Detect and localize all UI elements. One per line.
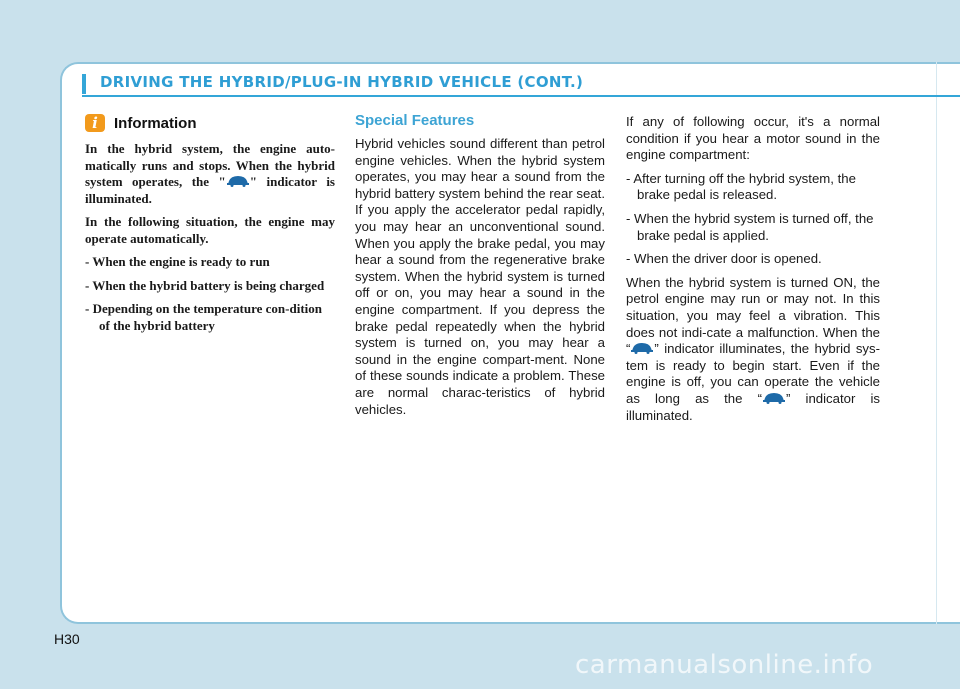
information-title: Information [114,114,197,132]
information-paragraph-2: In the following situation, the engine may operate automatically. [85,214,335,246]
page-number: H30 [54,631,80,647]
special-features-column [355,114,605,425]
header-accent-bar [82,74,86,94]
information-list-item: - When the hybrid battery is being charged [85,277,325,293]
watermark: carmanualsonline.info [575,650,874,680]
car-ready-icon [630,342,654,354]
motor-sound-list-item: - After turning off the hybrid system, the brake pedal is released. [626,170,856,203]
page-edge-rule [936,62,937,624]
information-text-a: In the hybrid system, the engine auto-matically runs and stops. When the hybrid system operates, the " [85,141,335,189]
hybrid-on-text-b: ” indicator illuminates, the hybrid sys-tem is ready to begin start. Even if the engine is off, you can operate the vehicle as long as the “ [626,341,880,406]
hybrid-on-paragraph [626,275,880,424]
information-text-b: " indicator is illuminated. [85,174,335,206]
motor-sound-list-item: - When the driver door is opened. [626,251,822,267]
motor-sound-column [626,114,880,431]
information-paragraph-1 [85,141,335,207]
special-features-title: Special Features [355,112,475,129]
car-ready-icon [226,175,250,187]
special-features-body: Hybrid vehicles sound different than petrol engine vehicles. When the hybrid system operates, you may hear a sound from the hybrid battery system behind the rear seat. If you apply the accelerator pedal rapidly, you may hear an unconventional sound. When you apply the brake pedal, you may hear a sound from the regenerative brake system. When the hybrid system is turned off or on, you may hear a sound in the engine compartment. If you depress the brake pedal repeatedly when the hybrid system is turned on, you may hear a sound in the engine compart-ment. None of these sounds indicate a problem. These are normal charac-teristics of hybrid vehicles. [355,136,605,417]
information-list-item: - When the engine is ready to run [85,254,270,269]
section-header-title: DRIVING THE HYBRID/PLUG-IN HYBRID VEHICLE (CONT.) [100,73,584,91]
header-underline [82,95,960,97]
motor-sound-list-item: - When the hybrid system is turned off, the brake pedal is applied. [626,210,874,243]
motor-sound-intro: If any of following occur, it's a normal condition if you hear a motor sound in the engine compartment: [626,114,880,163]
information-list-item: - Depending on the temperature con-dition of the hybrid battery [85,301,323,333]
information-heading [85,114,335,132]
car-ready-icon [762,392,786,404]
hybrid-on-text-c: ” indicator is illuminated. [626,390,881,423]
info-icon: i [85,114,105,132]
information-column [85,114,335,341]
hybrid-on-text-a: When the hybrid system is turned ON, the petrol engine may run or may not. In this situation, you may feel a vibration. This does not indi-cate a malfunction. When the “ [626,274,880,357]
